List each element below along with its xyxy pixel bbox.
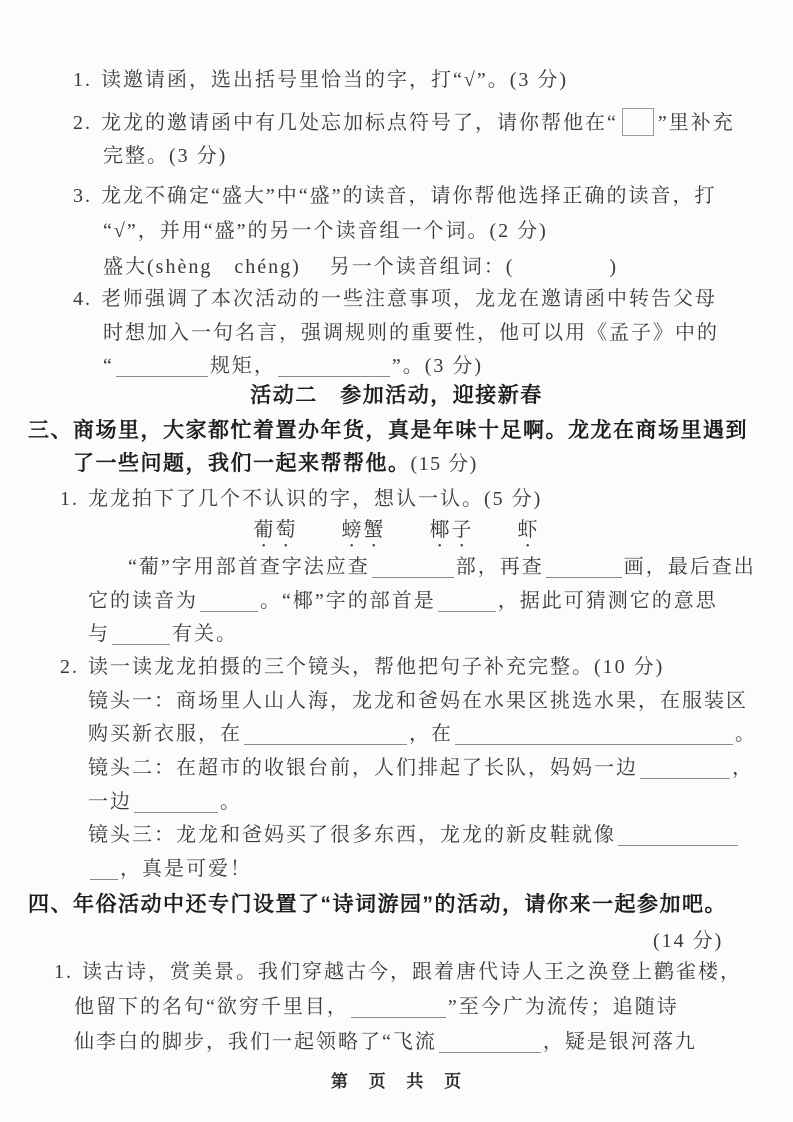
question-text: 镜头二：在超市的收银台前，人们排起了长队，妈妈一边 [88, 757, 638, 779]
scene-1-line-1 [88, 689, 748, 713]
question-text: ”里补充 [657, 112, 735, 134]
question-text: ) [609, 256, 619, 278]
blank-line [200, 589, 258, 612]
blank-line [90, 857, 118, 880]
points-label: (14 分) [653, 930, 724, 952]
section-4-question-1-line-2 [74, 995, 679, 1019]
question-text: 一边 [88, 791, 132, 813]
section-3-question-1 [60, 487, 542, 511]
question-text: 规矩， [209, 355, 276, 377]
question-4-line-2 [103, 321, 719, 345]
section-3-question-2 [60, 655, 664, 679]
blank-line [134, 790, 218, 813]
question-text: ”。(3 分) [391, 355, 484, 377]
question-4-line-3 [103, 354, 483, 378]
question-text: “葡”字用部首查字法应查 [128, 556, 370, 578]
question-2-line-1 [73, 108, 735, 136]
question-3-line-1 [73, 184, 717, 208]
question-text: 读邀请函，选出括号里恰当的字，打“√”。(3 分) [101, 69, 569, 91]
blank-line [244, 722, 407, 745]
blank-line [640, 756, 730, 779]
question-text: 它的读音为 [88, 590, 198, 612]
scene-1-line-2 [88, 722, 757, 746]
question-text: ”至今广为流传；追随诗 [447, 996, 679, 1018]
character-word-list [0, 518, 793, 552]
dictionary-question-line-3 [88, 622, 238, 646]
question-text: 镜头三：龙龙和爸妈买了很多东西，龙龙的新皮鞋就像 [88, 824, 616, 846]
question-text: 有关。 [172, 623, 238, 645]
question-text: ，真是可爱！ [120, 858, 252, 880]
blank-line [372, 555, 454, 578]
question-text: 。 [220, 791, 242, 813]
dictionary-question-line-1 [128, 555, 756, 579]
section-4-question-1-line-1 [54, 960, 742, 984]
question-text: 完整。(3 分) [103, 145, 228, 167]
question-1 [73, 68, 568, 92]
question-text: 龙龙拍下了几个不认识的字，想认一认。(5 分) [88, 488, 543, 510]
question-text: 盛大(shèng chéng) 另一个读音组词：( [103, 256, 515, 278]
question-text: ， [732, 757, 754, 779]
word-with-dots: 椰子 [429, 519, 474, 541]
blank-line [439, 1030, 541, 1053]
word-with-dots: 葡萄 [253, 519, 298, 541]
blank-line [546, 555, 622, 578]
blank-line [116, 354, 208, 377]
question-number: 4. [73, 288, 92, 310]
question-text: “√”，并用“盛”的另一个读音组一个词。(2 分) [103, 220, 548, 242]
question-text: 画，最后查出 [623, 556, 756, 578]
question-text: 仙李白的脚步，我们一起领略了“飞流 [74, 1031, 437, 1053]
question-text: 部，再查 [455, 556, 544, 578]
question-text: 读古诗，赏美景。我们穿越古今，跟着唐代诗人王之涣登上鹳雀楼， [82, 961, 742, 983]
points-label: (15 分) [410, 453, 478, 475]
blank-line [618, 823, 738, 846]
scene-3-line-2 [88, 857, 252, 881]
word-with-dots: 螃蟹 [341, 519, 386, 541]
word-with-dots: 虾 [517, 519, 540, 541]
question-text: ，疑是银河落九 [542, 1031, 697, 1053]
question-4-line-1 [73, 287, 717, 311]
question-number: 2. [60, 656, 79, 678]
scene-2-line-2 [88, 790, 242, 814]
question-text: 老师强调了本次活动的一些注意事项，龙龙在邀请函中转告父母 [101, 288, 717, 310]
question-text: 时想加入一句名言，强调规则的重要性，他可以用《孟子》中的 [103, 322, 719, 344]
scene-3-line-1 [88, 823, 740, 847]
question-text: ，在 [409, 723, 453, 745]
scene-2-line-1 [88, 756, 754, 780]
activity-2-heading: 活动二 参加活动，迎接新春 [250, 384, 543, 407]
question-number: 2. [73, 112, 92, 134]
section-3-heading-line-2: 了一些问题，我们一起来帮帮他。(15 分) [73, 452, 478, 475]
question-number: 1. [60, 488, 79, 510]
page-footer: 第 页 共 页 [330, 1072, 463, 1091]
question-2-line-2 [103, 144, 227, 168]
question-text: ，据此可猜测它的意思 [497, 590, 718, 612]
question-text: 他留下的名句“欲穷千里目， [74, 996, 349, 1018]
question-3-line-3 [103, 251, 618, 279]
punctuation-box [622, 108, 654, 136]
blank-line [278, 354, 390, 377]
question-3-line-2 [103, 219, 548, 243]
question-text: 读一读龙龙拍摄的三个镜头，帮他把句子补充完整。(10 分) [88, 656, 665, 678]
section-3-heading-line-1: 三、商场里，大家都忙着置办年货，真是年味十足啊。龙龙在商场里遇到 [28, 419, 748, 442]
dictionary-question-line-2 [88, 589, 718, 613]
question-text: 龙龙不确定“盛大”中“盛”的读音，请你帮他选择正确的读音，打 [101, 185, 717, 207]
question-text: 镜头一：商场里人山人海，龙龙和爸妈在水果区挑选水果，在服装区 [88, 690, 748, 712]
section-4-question-1-line-3 [74, 1030, 697, 1054]
question-number: 1. [54, 961, 73, 983]
blank-line [438, 589, 496, 612]
question-text: 。 [735, 723, 757, 745]
question-text: 。“椰”字的部首是 [260, 590, 436, 612]
blank-line [351, 995, 446, 1018]
question-text: 龙龙的邀请函中有几处忘加标点符号了，请你帮他在“ [101, 112, 618, 134]
question-text: 购买新衣服，在 [88, 723, 242, 745]
question-text: “ [103, 355, 114, 377]
question-number: 1. [73, 69, 92, 91]
answer-gap [514, 251, 609, 273]
section-4-points [653, 929, 723, 953]
question-text: 与 [88, 623, 110, 645]
question-number: 3. [73, 185, 92, 207]
blank-line [112, 622, 170, 645]
blank-line [455, 722, 733, 745]
section-4-heading: 四、年俗活动中还专门设置了“诗词游园”的活动，请你来一起参加吧。 [28, 893, 727, 916]
